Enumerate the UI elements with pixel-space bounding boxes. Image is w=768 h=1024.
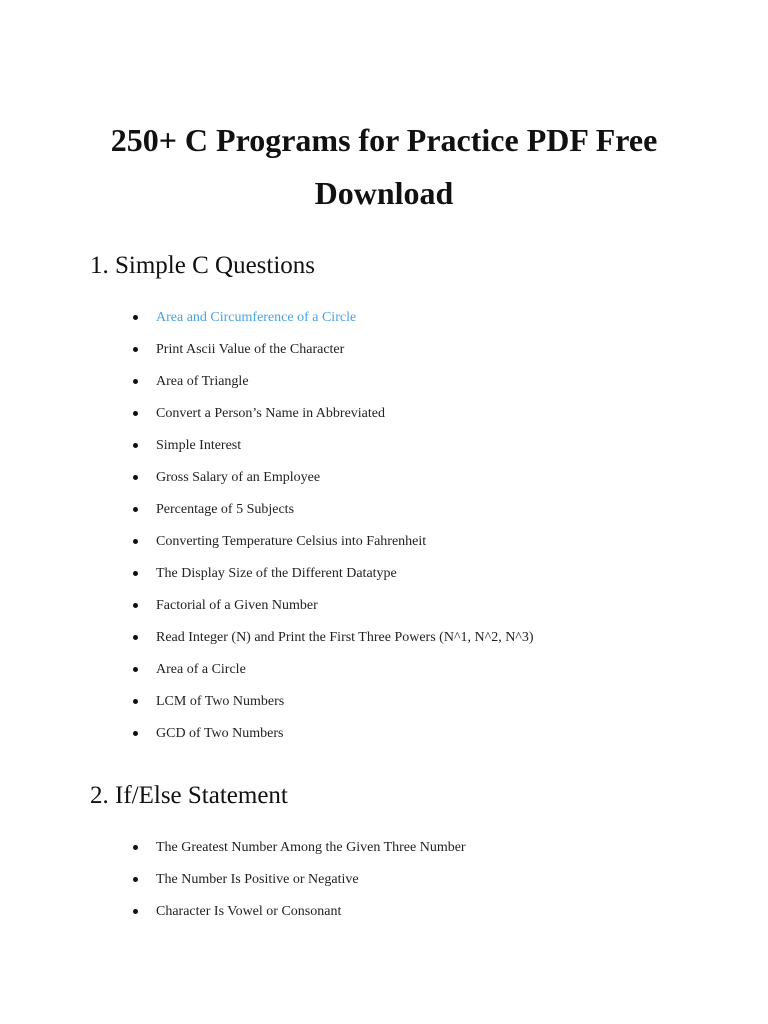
list-item bbox=[0, 564, 700, 596]
section-heading-if-else-statement: 2. If/Else Statement bbox=[90, 782, 288, 809]
bullet-icon bbox=[133, 347, 138, 352]
list-item-text: Area of a Circle bbox=[156, 662, 246, 677]
list-item bbox=[0, 340, 700, 372]
list-item bbox=[0, 404, 700, 436]
bullet-icon bbox=[133, 507, 138, 512]
list-item-text: Read Integer (N) and Print the First Three Powers (N^1, N^2, N^3) bbox=[156, 630, 534, 645]
bullet-icon bbox=[133, 571, 138, 576]
bullet-icon bbox=[133, 909, 138, 914]
section-list-simple-c-questions bbox=[0, 308, 700, 756]
list-item bbox=[0, 468, 700, 500]
section-heading-simple-c-questions: 1. Simple C Questions bbox=[90, 252, 316, 279]
list-item bbox=[0, 436, 700, 468]
list-item-text: GCD of Two Numbers bbox=[156, 726, 284, 741]
list-item-text: Area of Triangle bbox=[156, 374, 249, 389]
list-item-text: Simple Interest bbox=[156, 438, 242, 453]
list-item-text: Convert a Person’s Name in Abbreviated bbox=[156, 406, 386, 421]
list-item-text: Gross Salary of an Employee bbox=[156, 470, 321, 485]
bullet-icon bbox=[133, 845, 138, 850]
list-item bbox=[0, 902, 700, 934]
list-item-text: The Number Is Positive or Negative bbox=[156, 872, 359, 887]
bullet-icon bbox=[133, 475, 138, 480]
list-item bbox=[0, 660, 700, 692]
list-item-text: Factorial of a Given Number bbox=[156, 598, 318, 613]
page-title: 250+ C Programs for Practice PDF Free Download bbox=[110, 122, 658, 211]
list-item-text: Converting Temperature Celsius into Fahrenheit bbox=[156, 534, 427, 549]
section-list-if-else-statement bbox=[0, 838, 700, 934]
list-item bbox=[0, 500, 700, 532]
bullet-icon bbox=[133, 443, 138, 448]
list-item-text: Print Ascii Value of the Character bbox=[156, 342, 345, 357]
list-item-text: The Display Size of the Different Datatype bbox=[156, 566, 397, 581]
list-item bbox=[0, 838, 700, 870]
list-item bbox=[0, 372, 700, 404]
bullet-icon bbox=[133, 315, 138, 320]
bullet-icon bbox=[133, 539, 138, 544]
list-item-link[interactable]: Area and Circumference of a Circle bbox=[156, 310, 357, 325]
bullet-icon bbox=[133, 635, 138, 640]
list-item-text: Character Is Vowel or Consonant bbox=[156, 904, 342, 919]
list-item-text: Percentage of 5 Subjects bbox=[156, 502, 295, 517]
bullet-icon bbox=[133, 411, 138, 416]
list-item[interactable] bbox=[0, 308, 700, 340]
list-item bbox=[0, 724, 700, 756]
bullet-icon bbox=[133, 731, 138, 736]
list-item-text: The Greatest Number Among the Given Three Number bbox=[156, 840, 466, 855]
list-item-text: LCM of Two Numbers bbox=[156, 694, 285, 709]
bullet-icon bbox=[133, 603, 138, 608]
list-item bbox=[0, 628, 700, 660]
list-item bbox=[0, 596, 700, 628]
bullet-icon bbox=[133, 379, 138, 384]
list-item bbox=[0, 692, 700, 724]
list-item bbox=[0, 870, 700, 902]
bullet-icon bbox=[133, 699, 138, 704]
bullet-icon bbox=[133, 877, 138, 882]
bullet-icon bbox=[133, 667, 138, 672]
list-item bbox=[0, 532, 700, 564]
